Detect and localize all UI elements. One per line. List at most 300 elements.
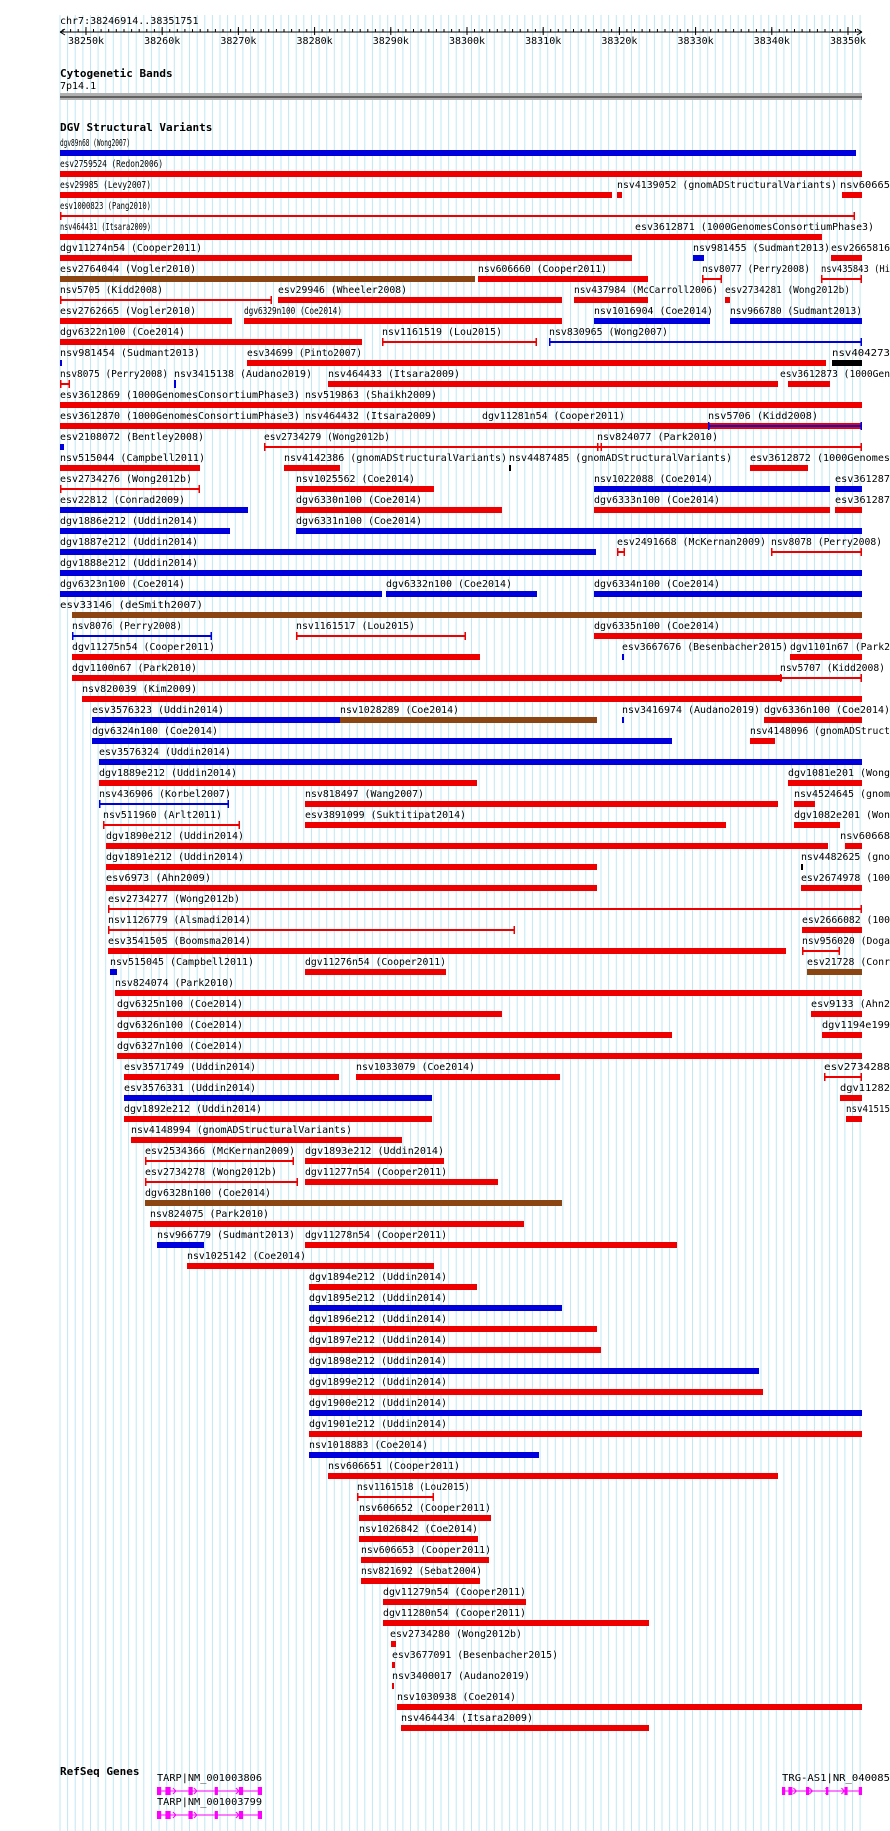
feature-bar[interactable]: [60, 192, 612, 198]
feature-label: esv3612873 (1000Gen: [780, 369, 890, 380]
feature-bar[interactable]: [60, 591, 382, 597]
dgv-feature[interactable]: [382, 327, 537, 346]
feature-bar[interactable]: [264, 446, 862, 448]
feature-bar[interactable]: [794, 822, 840, 828]
feature-bar[interactable]: [60, 444, 64, 450]
dgv-feature[interactable]: [60, 474, 200, 493]
feature-bar[interactable]: [60, 549, 596, 555]
feature-bar[interactable]: [99, 803, 229, 805]
feature-bar[interactable]: [821, 278, 862, 280]
dgv-feature[interactable]: [145, 1167, 298, 1186]
dgv-feature[interactable]: [780, 663, 885, 682]
feature-bar[interactable]: [296, 635, 466, 637]
feature-bar[interactable]: [92, 717, 340, 723]
dgv-feature[interactable]: [99, 768, 477, 786]
feature-bar[interactable]: [60, 507, 248, 513]
dgv-feature[interactable]: [60, 306, 232, 324]
dgv-feature[interactable]: [702, 264, 810, 283]
feature-bar[interactable]: [802, 927, 862, 933]
dgv-feature[interactable]: [60, 180, 612, 198]
feature-bar[interactable]: [305, 801, 778, 807]
feature-bar[interactable]: [356, 1074, 560, 1080]
dgv-feature[interactable]: [296, 516, 862, 534]
feature-bar[interactable]: [594, 318, 710, 324]
feature-bar[interactable]: [594, 486, 830, 492]
feature-bar-end: [721, 275, 723, 283]
feature-bar[interactable]: [840, 1095, 862, 1101]
feature-bar[interactable]: [60, 215, 855, 217]
feature-bar[interactable]: [309, 1347, 601, 1353]
refseq-gene[interactable]: [157, 1797, 262, 1819]
dgv-feature[interactable]: [835, 474, 890, 492]
feature-bar[interactable]: [72, 654, 480, 660]
dgv-feature[interactable]: [840, 831, 890, 849]
dgv-feature[interactable]: [821, 264, 890, 283]
cytobands-title: Cytogenetic Bands: [60, 67, 173, 80]
cytoband-track: [60, 93, 862, 100]
gene-exon: [165, 1787, 170, 1795]
feature-bar[interactable]: [594, 507, 830, 513]
feature-bar[interactable]: [482, 423, 632, 429]
feature-label: esv6973 (Ahn2009): [106, 873, 211, 884]
feature-bar[interactable]: [244, 318, 562, 324]
feature-bar[interactable]: [124, 1095, 432, 1101]
feature-bar[interactable]: [60, 276, 475, 282]
dgv-feature[interactable]: [108, 894, 862, 913]
dgv-feature[interactable]: [106, 873, 597, 891]
feature-label: nsv515045 (Campbell2011): [110, 957, 254, 968]
feature-bar[interactable]: [108, 929, 515, 931]
feature-bar[interactable]: [60, 318, 232, 324]
feature-bar[interactable]: [382, 341, 537, 343]
feature-bar[interactable]: [284, 465, 340, 471]
feature-bar[interactable]: [842, 192, 862, 198]
dgv-feature[interactable]: [309, 1272, 477, 1290]
dgv-feature[interactable]: [60, 222, 637, 240]
dgv-feature[interactable]: [309, 1377, 763, 1395]
feature-bar[interactable]: [110, 969, 117, 975]
dgv-feature[interactable]: [594, 306, 713, 324]
feature-label: esv3541505 (Boomsma2014): [108, 936, 251, 947]
dgv-feature[interactable]: [106, 852, 597, 870]
dgv-feature[interactable]: [780, 369, 890, 387]
feature-bar[interactable]: [305, 1242, 677, 1248]
feature-bar[interactable]: [305, 402, 862, 408]
feature-bar[interactable]: [60, 234, 637, 240]
feature-bar[interactable]: [106, 885, 597, 891]
dgv-feature[interactable]: [124, 1083, 432, 1101]
dgv-feature[interactable]: [357, 1482, 470, 1501]
dgv-feature[interactable]: [60, 201, 855, 220]
feature-bar-start: [802, 947, 804, 955]
feature-bar[interactable]: [145, 1160, 294, 1162]
feature-label: dgv1081e201 (Wong: [788, 768, 890, 779]
feature-bar[interactable]: [780, 677, 862, 679]
feature-bar[interactable]: [92, 738, 672, 744]
feature-bar[interactable]: [305, 423, 470, 429]
dgv-feature[interactable]: [840, 1083, 890, 1101]
feature-bar[interactable]: [117, 1053, 862, 1059]
dgv-feature[interactable]: [790, 642, 890, 660]
feature-bar[interactable]: [401, 1725, 649, 1731]
dgv-feature[interactable]: [340, 705, 597, 723]
feature-bar[interactable]: [309, 1326, 597, 1332]
dgv-feature[interactable]: [401, 1713, 649, 1731]
dgv-feature[interactable]: [386, 579, 537, 597]
feature-bar[interactable]: [60, 488, 200, 490]
feature-bar[interactable]: [305, 969, 446, 975]
dgv-feature[interactable]: [99, 747, 862, 765]
dgv-feature[interactable]: [832, 348, 890, 366]
dgv-feature[interactable]: [157, 1230, 295, 1248]
dgv-feature[interactable]: [824, 1062, 890, 1081]
dgv-feature[interactable]: [60, 558, 862, 576]
dgv-feature[interactable]: [145, 1188, 562, 1206]
feature-bar[interactable]: [788, 780, 862, 786]
dgv-feature[interactable]: [802, 915, 890, 933]
feature-bar[interactable]: [108, 908, 862, 910]
feature-bar[interactable]: [99, 780, 477, 786]
feature-bar[interactable]: [309, 1305, 562, 1311]
dgv-feature[interactable]: [482, 411, 632, 429]
feature-bar[interactable]: [386, 591, 537, 597]
feature-bar[interactable]: [357, 1496, 434, 1498]
feature-bar[interactable]: [750, 465, 808, 471]
feature-bar[interactable]: [361, 1578, 480, 1584]
dgv-feature[interactable]: [117, 1041, 862, 1059]
dgv-feature[interactable]: [309, 1440, 539, 1458]
feature-bar[interactable]: [383, 1620, 649, 1626]
dgv-feature[interactable]: [328, 1461, 778, 1479]
feature-bar[interactable]: [391, 1641, 396, 1647]
feature-bar[interactable]: [247, 360, 826, 366]
feature-bar-end: [624, 548, 626, 556]
feature-bar[interactable]: [124, 1116, 432, 1122]
dgv-feature[interactable]: [60, 453, 205, 471]
dgv-feature[interactable]: [794, 789, 890, 807]
dgv-feature[interactable]: [835, 495, 890, 513]
dgv-feature[interactable]: [359, 1503, 491, 1521]
feature-bar[interactable]: [115, 990, 862, 996]
dgv-feature[interactable]: [594, 495, 830, 513]
feature-bar[interactable]: [359, 1515, 491, 1521]
dgv-feature[interactable]: [361, 1545, 491, 1563]
dgv-feature[interactable]: [305, 810, 726, 828]
dgv-feature[interactable]: [617, 180, 837, 198]
dgv-feature[interactable]: [801, 873, 890, 891]
dgv-feature[interactable]: [750, 453, 890, 471]
feature-bar-end: [839, 947, 841, 955]
dgv-feature[interactable]: [305, 1230, 677, 1248]
feature-bar[interactable]: [72, 635, 212, 637]
dgv-feature[interactable]: [392, 1650, 558, 1668]
dgv-feature[interactable]: [305, 789, 778, 807]
dgv-feature[interactable]: [802, 936, 890, 955]
dgv-feature[interactable]: [150, 1209, 524, 1227]
dgv-feature[interactable]: [840, 180, 890, 198]
feature-bar[interactable]: [788, 381, 830, 387]
feature-bar[interactable]: [835, 507, 862, 513]
feature-bar[interactable]: [305, 822, 726, 828]
feature-bar[interactable]: [60, 339, 362, 345]
feature-label: dgv6333n100 (Coe2014): [594, 495, 720, 506]
feature-bar[interactable]: [60, 465, 200, 471]
dgv-feature[interactable]: [60, 327, 362, 345]
feature-bar[interactable]: [72, 675, 782, 681]
dgv-feature[interactable]: [807, 957, 890, 975]
feature-label: nsv1161519 (Lou2015): [382, 327, 502, 338]
feature-bar[interactable]: [730, 318, 862, 324]
dgv-feature[interactable]: [730, 306, 862, 324]
dgv-feature[interactable]: [115, 978, 862, 996]
feature-bar-end: [861, 548, 863, 556]
feature-bar[interactable]: [309, 1452, 539, 1458]
feature-bar[interactable]: [392, 1683, 394, 1689]
feature-bar[interactable]: [106, 843, 828, 849]
dgv-feature[interactable]: [309, 1314, 597, 1332]
feature-bar[interactable]: [359, 1536, 478, 1542]
dgv-feature[interactable]: [117, 1020, 672, 1038]
feature-bar[interactable]: [187, 1263, 434, 1269]
feature-bar[interactable]: [771, 551, 862, 553]
dgv-feature[interactable]: [72, 642, 480, 660]
feature-bar[interactable]: [392, 1662, 395, 1668]
feature-label: dgv11281n54 (Cooper2011): [482, 411, 625, 422]
feature-bar[interactable]: [309, 1368, 759, 1374]
feature-bar[interactable]: [361, 1557, 489, 1563]
dgv-feature[interactable]: [60, 537, 596, 555]
dgv-feature[interactable]: [60, 138, 856, 156]
dgv-feature[interactable]: [771, 537, 882, 556]
feature-bar[interactable]: [693, 255, 704, 261]
feature-bar[interactable]: [832, 360, 862, 366]
feature-bar[interactable]: [383, 1599, 526, 1605]
feature-bar[interactable]: [309, 1284, 477, 1290]
dgv-feature[interactable]: [574, 285, 718, 303]
feature-bar[interactable]: [702, 278, 722, 280]
refseq-track: [157, 1773, 890, 1819]
dgv-feature[interactable]: [60, 600, 862, 618]
feature-label: nsv824077 (Park2010): [597, 432, 718, 443]
feature-bar[interactable]: [822, 1032, 862, 1038]
refseq-gene[interactable]: [157, 1773, 262, 1795]
feature-bar[interactable]: [622, 717, 624, 723]
dgv-feature[interactable]: [822, 1020, 890, 1038]
dgv-feature[interactable]: [788, 768, 890, 786]
feature-bar[interactable]: [801, 864, 803, 870]
feature-bar[interactable]: [794, 801, 815, 807]
feature-bar-end: [228, 800, 230, 808]
feature-bar[interactable]: [131, 1137, 402, 1143]
dgv-feature[interactable]: [397, 1692, 862, 1710]
refseq-gene[interactable]: [782, 1773, 890, 1795]
dgv-feature[interactable]: [356, 1062, 560, 1080]
feature-bar[interactable]: [103, 824, 240, 826]
feature-bar[interactable]: [764, 717, 862, 723]
feature-bar[interactable]: [305, 1158, 444, 1164]
feature-bar[interactable]: [594, 591, 862, 597]
feature-bar[interactable]: [811, 1011, 862, 1017]
dgv-feature[interactable]: [635, 222, 874, 240]
dgv-feature[interactable]: [846, 1104, 890, 1122]
dgv-feature[interactable]: [309, 1356, 759, 1374]
dgv-feature[interactable]: [831, 243, 890, 261]
dgv-feature[interactable]: [622, 705, 760, 723]
feature-bar[interactable]: [328, 1473, 778, 1479]
feature-bar-end: [514, 926, 516, 934]
gene-exon: [782, 1787, 785, 1795]
dgv-feature[interactable]: [124, 1062, 339, 1080]
dgv-feature[interactable]: [72, 621, 212, 640]
dgv-feature[interactable]: [811, 999, 890, 1017]
feature-bar[interactable]: [117, 1011, 502, 1017]
dgv-feature[interactable]: [594, 474, 830, 492]
dgv-feature[interactable]: [60, 285, 272, 304]
feature-bar[interactable]: [278, 297, 562, 303]
dgv-feature[interactable]: [305, 1167, 498, 1185]
dgv-feature[interactable]: [60, 243, 632, 261]
feature-bar[interactable]: [106, 864, 597, 870]
dgv-feature[interactable]: [60, 159, 862, 177]
dgv-feature[interactable]: [549, 327, 862, 346]
dgv-feature[interactable]: [794, 810, 890, 828]
feature-label: nsv4524645 (gnom: [794, 789, 890, 800]
feature-bar-end: [601, 443, 603, 451]
dgv-feature[interactable]: [247, 348, 826, 366]
feature-bar[interactable]: [305, 1179, 498, 1185]
dgv-feature[interactable]: [309, 1335, 601, 1353]
ruler-tick-label: 38320k: [601, 36, 638, 47]
feature-bar[interactable]: [509, 465, 511, 471]
feature-bar[interactable]: [340, 717, 597, 723]
feature-bar[interactable]: [807, 969, 862, 975]
dgv-feature[interactable]: [60, 264, 475, 282]
dgv-feature[interactable]: [131, 1125, 402, 1143]
feature-bar[interactable]: [574, 297, 648, 303]
feature-bar[interactable]: [60, 150, 856, 156]
feature-bar[interactable]: [60, 528, 230, 534]
ruler-tick-label: 38310k: [525, 36, 562, 47]
dgv-feature[interactable]: [103, 810, 240, 829]
feature-bar[interactable]: [296, 528, 862, 534]
feature-bar-end: [861, 905, 863, 913]
feature-bar[interactable]: [117, 1032, 672, 1038]
feature-label: dgv1891e212 (Uddin2014): [106, 852, 244, 863]
feature-bar-end: [861, 1073, 863, 1081]
feature-bar[interactable]: [790, 654, 862, 660]
feature-label: nsv966779 (Sudmant2013): [157, 1230, 295, 1241]
dgv-feature[interactable]: [278, 285, 562, 303]
feature-bar[interactable]: [622, 654, 624, 660]
dgv-feature[interactable]: [187, 1251, 434, 1269]
feature-bar[interactable]: [824, 1076, 862, 1078]
feature-bar-end: [854, 212, 856, 220]
feature-bar[interactable]: [835, 486, 862, 492]
refseq-section-title: RefSeq Genes: [60, 1765, 140, 1778]
dgv-feature[interactable]: [328, 369, 778, 387]
feature-bar[interactable]: [60, 171, 862, 177]
feature-bar[interactable]: [549, 341, 862, 343]
dgv-feature[interactable]: [92, 726, 672, 744]
feature-bar[interactable]: [802, 950, 840, 952]
feature-bar[interactable]: [478, 276, 648, 282]
feature-label: nsv519863 (Shaikh2009): [305, 390, 437, 401]
dgv-feature[interactable]: [309, 1293, 562, 1311]
feature-label: dgv1101n67 (Park2: [790, 642, 890, 653]
feature-bar[interactable]: [124, 1074, 339, 1080]
feature-bar[interactable]: [145, 1200, 562, 1206]
feature-bar[interactable]: [145, 1181, 298, 1183]
dgv-feature[interactable]: [92, 705, 340, 723]
feature-label: nsv3400017 (Audano2019): [392, 1671, 530, 1682]
feature-bar[interactable]: [846, 1116, 862, 1122]
feature-bar[interactable]: [60, 255, 632, 261]
dgv-feature[interactable]: [361, 1566, 482, 1584]
feature-label: dgv11275n54 (Cooper2011): [72, 642, 215, 653]
feature-bar[interactable]: [150, 1221, 524, 1227]
feature-bar[interactable]: [82, 696, 862, 702]
feature-bar[interactable]: [72, 612, 862, 618]
feature-bar[interactable]: [99, 759, 862, 765]
dgv-feature[interactable]: [764, 705, 890, 723]
feature-bar[interactable]: [328, 381, 778, 387]
dgv-feature[interactable]: [99, 789, 231, 808]
feature-bar[interactable]: [708, 425, 862, 427]
dgv-feature[interactable]: [106, 831, 828, 849]
feature-bar-start: [549, 338, 551, 346]
feature-bar[interactable]: [309, 1410, 862, 1416]
dgv-feature[interactable]: [60, 579, 382, 597]
feature-bar[interactable]: [296, 486, 434, 492]
feature-bar[interactable]: [397, 1704, 862, 1710]
dgv-feature[interactable]: [124, 1104, 432, 1122]
feature-bar[interactable]: [309, 1431, 862, 1437]
feature-bar[interactable]: [725, 297, 730, 303]
dgv-feature[interactable]: [305, 957, 446, 975]
dgv-feature[interactable]: [305, 411, 470, 429]
feature-label: dgv11277n54 (Cooper2011): [305, 1167, 447, 1178]
feature-bar[interactable]: [157, 1242, 204, 1248]
feature-bar[interactable]: [635, 234, 822, 240]
dgv-feature[interactable]: [509, 453, 732, 471]
feature-bar[interactable]: [309, 1389, 763, 1395]
dgv-feature[interactable]: [72, 663, 782, 681]
dgv-feature[interactable]: [305, 1146, 444, 1164]
feature-label: esv34699 (Pinto2007): [247, 348, 362, 359]
dgv-feature[interactable]: [750, 726, 890, 744]
dgv-feature[interactable]: [478, 264, 648, 282]
feature-bar[interactable]: [845, 843, 862, 849]
dgv-feature[interactable]: [60, 348, 200, 366]
feature-bar[interactable]: [60, 570, 862, 576]
feature-bar[interactable]: [60, 360, 62, 366]
dgv-feature[interactable]: [296, 474, 434, 492]
dgv-feature[interactable]: [117, 999, 502, 1017]
dgv-feature[interactable]: [725, 285, 850, 303]
dgv-feature[interactable]: [359, 1524, 478, 1542]
feature-bar[interactable]: [296, 507, 502, 513]
feature-bar[interactable]: [831, 255, 862, 261]
feature-bar[interactable]: [801, 885, 862, 891]
feature-bar[interactable]: [750, 738, 775, 744]
feature-bar[interactable]: [108, 948, 786, 954]
feature-bar[interactable]: [617, 192, 622, 198]
feature-bar-end: [536, 338, 538, 346]
dgv-feature[interactable]: [305, 390, 862, 408]
feature-bar[interactable]: [60, 299, 272, 301]
dgv-feature[interactable]: [383, 1587, 526, 1605]
feature-bar[interactable]: [594, 633, 862, 639]
